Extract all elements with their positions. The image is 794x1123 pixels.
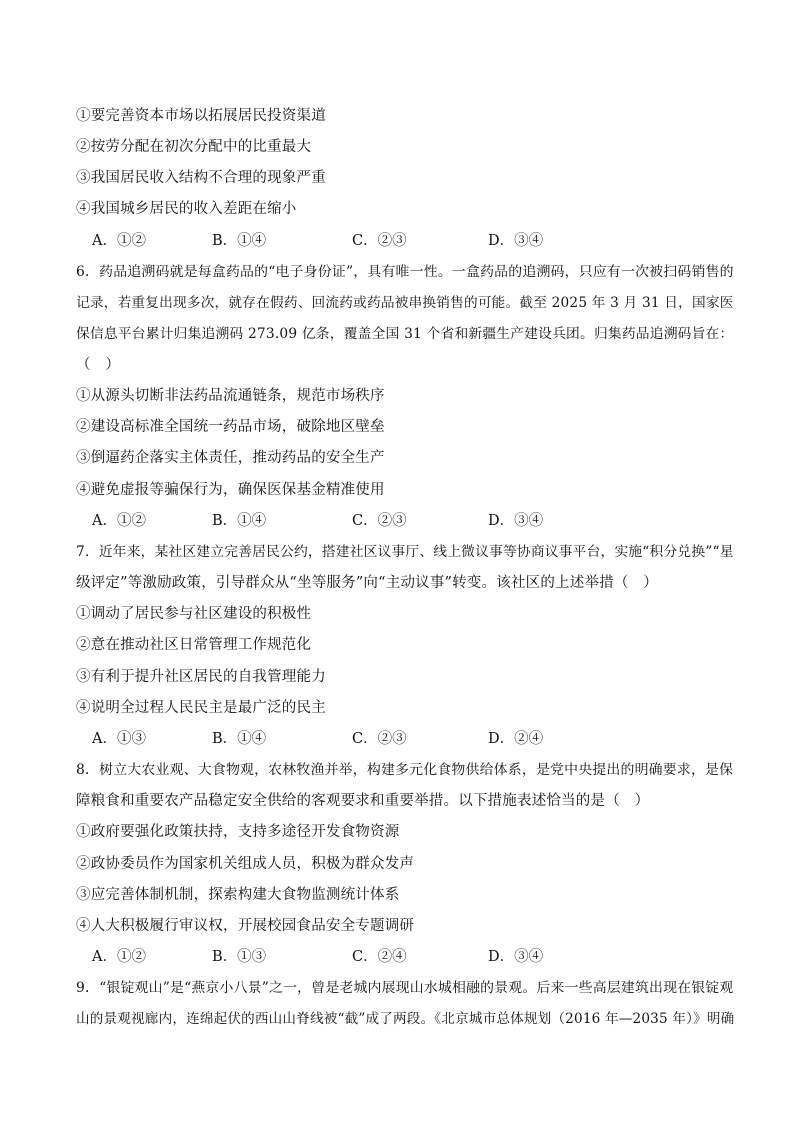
q7-option-d[interactable]: D．②④ [488,731,544,747]
q9-stem-line-1: 9．“银锭观山”是“燕京小八景”之一，曾是老城内展现山水城相融的景观。后来一些高层建筑出现在银锭观 [76,980,734,996]
q6-statement-1: ①从源头切断非法药品流通链条，规范市场秩序 [76,388,385,404]
q7-option-a[interactable]: A．①③ [92,731,146,747]
q6-option-c[interactable]: C．②③ [352,513,407,529]
q7-statement-2: ②意在推动社区日常管理工作规范化 [76,637,312,653]
q8-option-d[interactable]: D．③④ [488,949,544,965]
q7-statement-4: ④说明全过程人民民主是最广泛的民主 [76,700,326,716]
statement-4: ④我国城乡居民的收入差距在缩小 [76,201,297,217]
q6-option-a[interactable]: A．①② [92,513,146,529]
q6-statement-3: ③倒逼药企落实主体责任，推动药品的安全生产 [76,450,385,466]
statement-2: ②按劳分配在初次分配中的比重最大 [76,139,312,155]
q8-option-c[interactable]: C．②④ [352,949,407,965]
q9-stem-line-2: 山的景观视廊内，连绵起伏的西山山脊线被“截”成了两段。《北京城市总体规划（2016 年—2035 年）》明确 [76,1011,735,1027]
q8-option-a[interactable]: A．①② [92,949,146,965]
option-a[interactable]: A．①② [92,233,146,249]
q6-option-d[interactable]: D．③④ [488,513,544,529]
q6-option-b[interactable]: B．①④ [212,513,267,529]
q8-statement-1: ①政府要强化政策扶持，支持多途径开发食物资源 [76,824,400,840]
q8-statement-2: ②政协委员作为国家机关组成人员，积极为群众发声 [76,856,415,872]
q8-statement-4: ④人大积极履行审议权，开展校园食品安全专题调研 [76,918,415,934]
q6-stem-line-2: 记录，若重复出现多次，就存在假药、回流药或药品被串换销售的可能。截至 2025 年 3 月 31 日，国家医 [76,295,734,311]
statement-1: ①要完善资本市场以拓展居民投资渠道 [76,108,326,124]
q6-stem-line-1: 6．药品追溯码就是每盒药品的“电子身份证”，具有唯一性。一盒药品的追溯码，只应有一次被扫码销售的 [76,264,734,280]
option-b[interactable]: B．①④ [212,233,267,249]
q7-stem-line-1: 7．近年来，某社区建立完善居民公约，搭建社区议事厅、线上微议事等协商议事平台，实施“积分兑换”“星 [76,544,734,560]
q6-statement-4: ④避免虚报等骗保行为，确保医保基金精准使用 [76,482,385,498]
option-d[interactable]: D．③④ [488,233,544,249]
option-c[interactable]: C．②③ [352,233,407,249]
q6-statement-2: ②建设高标准全国统一药品市场，破除地区壁垒 [76,419,385,435]
q8-stem-line-1: 8．树立大农业观、大食物观，农林牧渔并举，构建多元化食物供给体系，是党中央提出的明确要求，是保 [76,762,734,778]
q7-option-c[interactable]: C．②③ [352,731,407,747]
q6-stem-line-4: （ ） [76,357,121,373]
q7-stem-line-2: 级评定”等激励政策，引导群众从“坐等服务”向“主动议事”转变。该社区的上述举措（ ） [76,575,658,591]
q8-statement-3: ③应完善体制机制，探索构建大食物监测统计体系 [76,887,400,903]
q6-stem-line-3: 保信息平台累计归集追溯码 273.09 亿条，覆盖全国 31 个省和新疆生产建设兵团。归集药品追溯码旨在： [76,326,734,342]
statement-3: ③我国居民收入结构不合理的现象严重 [76,170,326,186]
q7-option-b[interactable]: B．①④ [212,731,267,747]
q7-statement-1: ①调动了居民参与社区建设的积极性 [76,606,312,622]
q8-option-b[interactable]: B．①③ [212,949,267,965]
q8-stem-line-2: 障粮食和重要农产品稳定安全供给的客观要求和重要举措。以下措施表述恰当的是（ ） [76,793,650,809]
q7-statement-3: ③有利于提升社区居民的自我管理能力 [76,669,326,685]
